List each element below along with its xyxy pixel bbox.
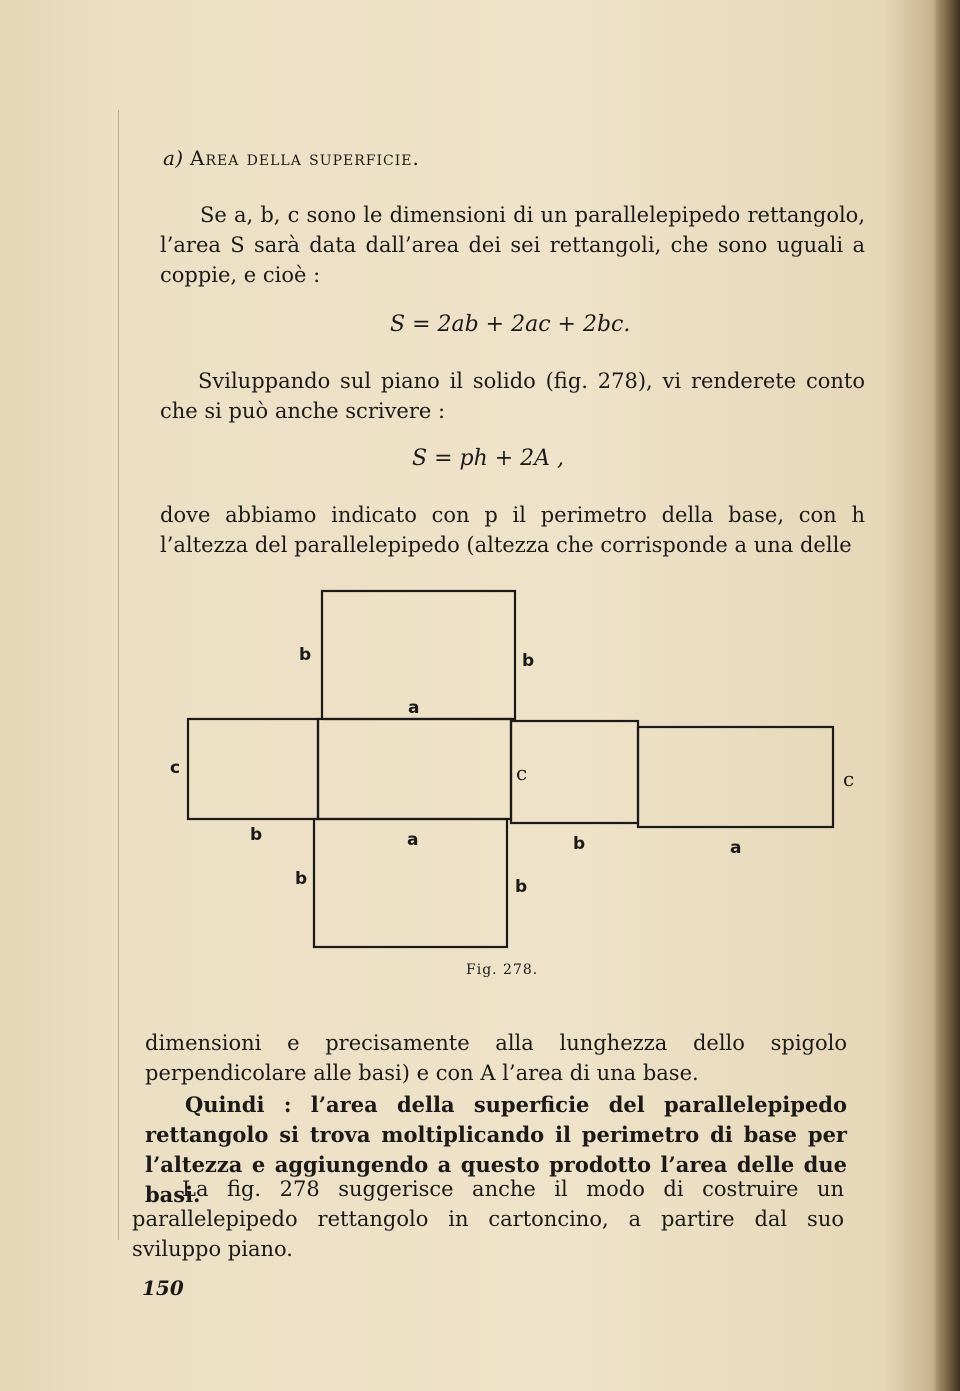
paragraph-5: Quindi : l’area della superficie del parallelepipedo rettangolo si trova moltiplicando il perimetro di base per l’altezza e aggiungendo a questo prodotto l’area delle due basi. bbox=[145, 1092, 847, 1207]
net-back-face bbox=[638, 727, 833, 827]
label-top-a: a bbox=[408, 698, 420, 718]
label-bottom-b2: b bbox=[573, 834, 586, 854]
paragraph-6: La fig. 278 suggerisce anche il modo di costruire un parallelepipedo rettangolo in cartoncino, a partire dal suo sviluppo piano. bbox=[132, 1177, 844, 1261]
label-mid-right-c: c bbox=[843, 767, 855, 791]
formula-perimeter: S = ph + 2A , bbox=[412, 446, 565, 471]
paragraph-3: dove abbiamo indicato con p il perimetro della base, con h l’altezza del parallelepipedo (altezza che corrisponde a una delle bbox=[160, 503, 865, 557]
label-bottom-b1: b bbox=[250, 825, 263, 845]
net-left-face bbox=[188, 719, 318, 819]
paragraph-2: Sviluppando sul piano il solido (fig. 278), vi renderete conto che si può anche scrivere : bbox=[160, 369, 865, 423]
page-number: 150 bbox=[142, 1276, 184, 1300]
figure-caption: Fig. 278. bbox=[466, 962, 539, 978]
label-bottom-a1: a bbox=[407, 830, 419, 850]
paragraph-4: dimensioni e precisamente alla lunghezza dello spigolo perpendicolare alle basi) e con A l’area di una base. bbox=[145, 1031, 847, 1085]
formula-area-sum: S = 2ab + 2ac + 2bc. bbox=[390, 312, 631, 337]
section-label: a) bbox=[163, 146, 184, 170]
label-top-left-b: b bbox=[299, 645, 312, 665]
label-bottom-a2: a bbox=[730, 838, 742, 858]
section-title: Area della superficie. bbox=[190, 146, 420, 170]
label-top-right-b: b bbox=[522, 651, 535, 671]
net-right-face bbox=[511, 721, 638, 823]
paragraph-1: Se a, b, c sono le dimensioni di un parallelepipedo rettangolo, l’area S sarà data dall’area dei sei rettangoli, che sono uguali a coppie, e cioè : bbox=[160, 203, 865, 287]
label-mid-left-c: c bbox=[170, 758, 181, 778]
label-low-left-b: b bbox=[295, 869, 308, 889]
label-low-right-b: b bbox=[515, 877, 528, 897]
label-mid-center-c: c bbox=[516, 761, 528, 785]
net-front-face bbox=[318, 719, 511, 819]
